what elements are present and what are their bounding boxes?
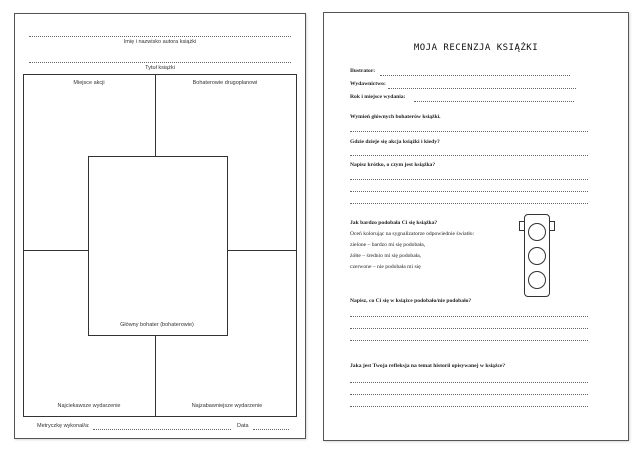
illustrator-label: Ilustrator: [350, 68, 376, 74]
answer-line[interactable] [350, 191, 588, 192]
publisher-line[interactable] [388, 88, 576, 89]
date-label: Data [237, 423, 249, 429]
main-character-box[interactable] [88, 156, 228, 336]
author-line[interactable] [29, 36, 291, 37]
answer-line[interactable] [350, 406, 588, 407]
question-main-characters: Wymień głównych bohaterów książki. [350, 114, 441, 120]
answer-line[interactable] [350, 316, 588, 317]
red-lamp[interactable] [528, 271, 546, 289]
made-by-line[interactable] [93, 429, 231, 430]
funniest-event-label: Najzabawniejsze wydarzenie [191, 403, 263, 409]
green-lamp[interactable] [528, 223, 546, 241]
author-label: Imię i nazwisko autora książki [123, 39, 197, 45]
main-character-label: Główny bohater (bohaterowie) [120, 322, 194, 328]
rating-green: zielone – bardzo mi się podobała, [350, 242, 426, 248]
answer-line[interactable] [350, 328, 588, 329]
traffic-light-icon [524, 214, 550, 297]
illustrator-line[interactable] [380, 75, 570, 76]
title-line[interactable] [29, 62, 291, 63]
answer-line[interactable] [350, 131, 588, 132]
question-rating: Jak bardzo podobała Ci się książka? [350, 220, 438, 226]
book-passport-sheet [14, 13, 306, 439]
made-by-label: Metryczkę wykonał/a: [37, 423, 90, 429]
book-review-sheet [323, 12, 629, 441]
answer-line[interactable] [350, 394, 588, 395]
setting-label: Miejsce akcji [73, 80, 105, 86]
answer-line[interactable] [350, 382, 588, 383]
review-title: MOJA RECENZJA KSIĄŻKI [413, 43, 539, 53]
answer-line[interactable] [350, 155, 588, 156]
question-likes: Napisz, co Ci się w książce podobało/nie podobało? [350, 298, 472, 304]
rating-instruction: Oceń kolorując na sygnalizatorze odpowiednie światło: [350, 231, 475, 237]
question-reflection: Jaka jest Twoja refleksja na temat historii opisywanej w książce? [350, 363, 506, 369]
rating-yellow: żółte – średnio mi się podobała, [350, 253, 422, 259]
answer-line[interactable] [350, 340, 588, 341]
secondary-characters-label: Bohaterowie drugoplanowi [192, 80, 258, 86]
year-place-label: Rok i miejsce wydania: [350, 94, 406, 100]
question-setting: Gdzie dzieje się akcja książki i kiedy? [350, 139, 440, 145]
answer-line[interactable] [350, 203, 588, 204]
year-place-line[interactable] [414, 101, 574, 102]
publisher-label: Wydawnictwo: [350, 81, 386, 87]
title-label: Tytuł książki [145, 65, 175, 71]
date-line[interactable] [253, 429, 289, 430]
most-interesting-event-label: Najciekawsze wydarzenie [57, 403, 121, 409]
answer-line[interactable] [350, 179, 588, 180]
question-summary: Napisz krótko, o czym jest książka? [350, 162, 436, 168]
yellow-lamp[interactable] [528, 247, 546, 265]
rating-red: czerwone – nie podobała mi się [350, 264, 421, 270]
